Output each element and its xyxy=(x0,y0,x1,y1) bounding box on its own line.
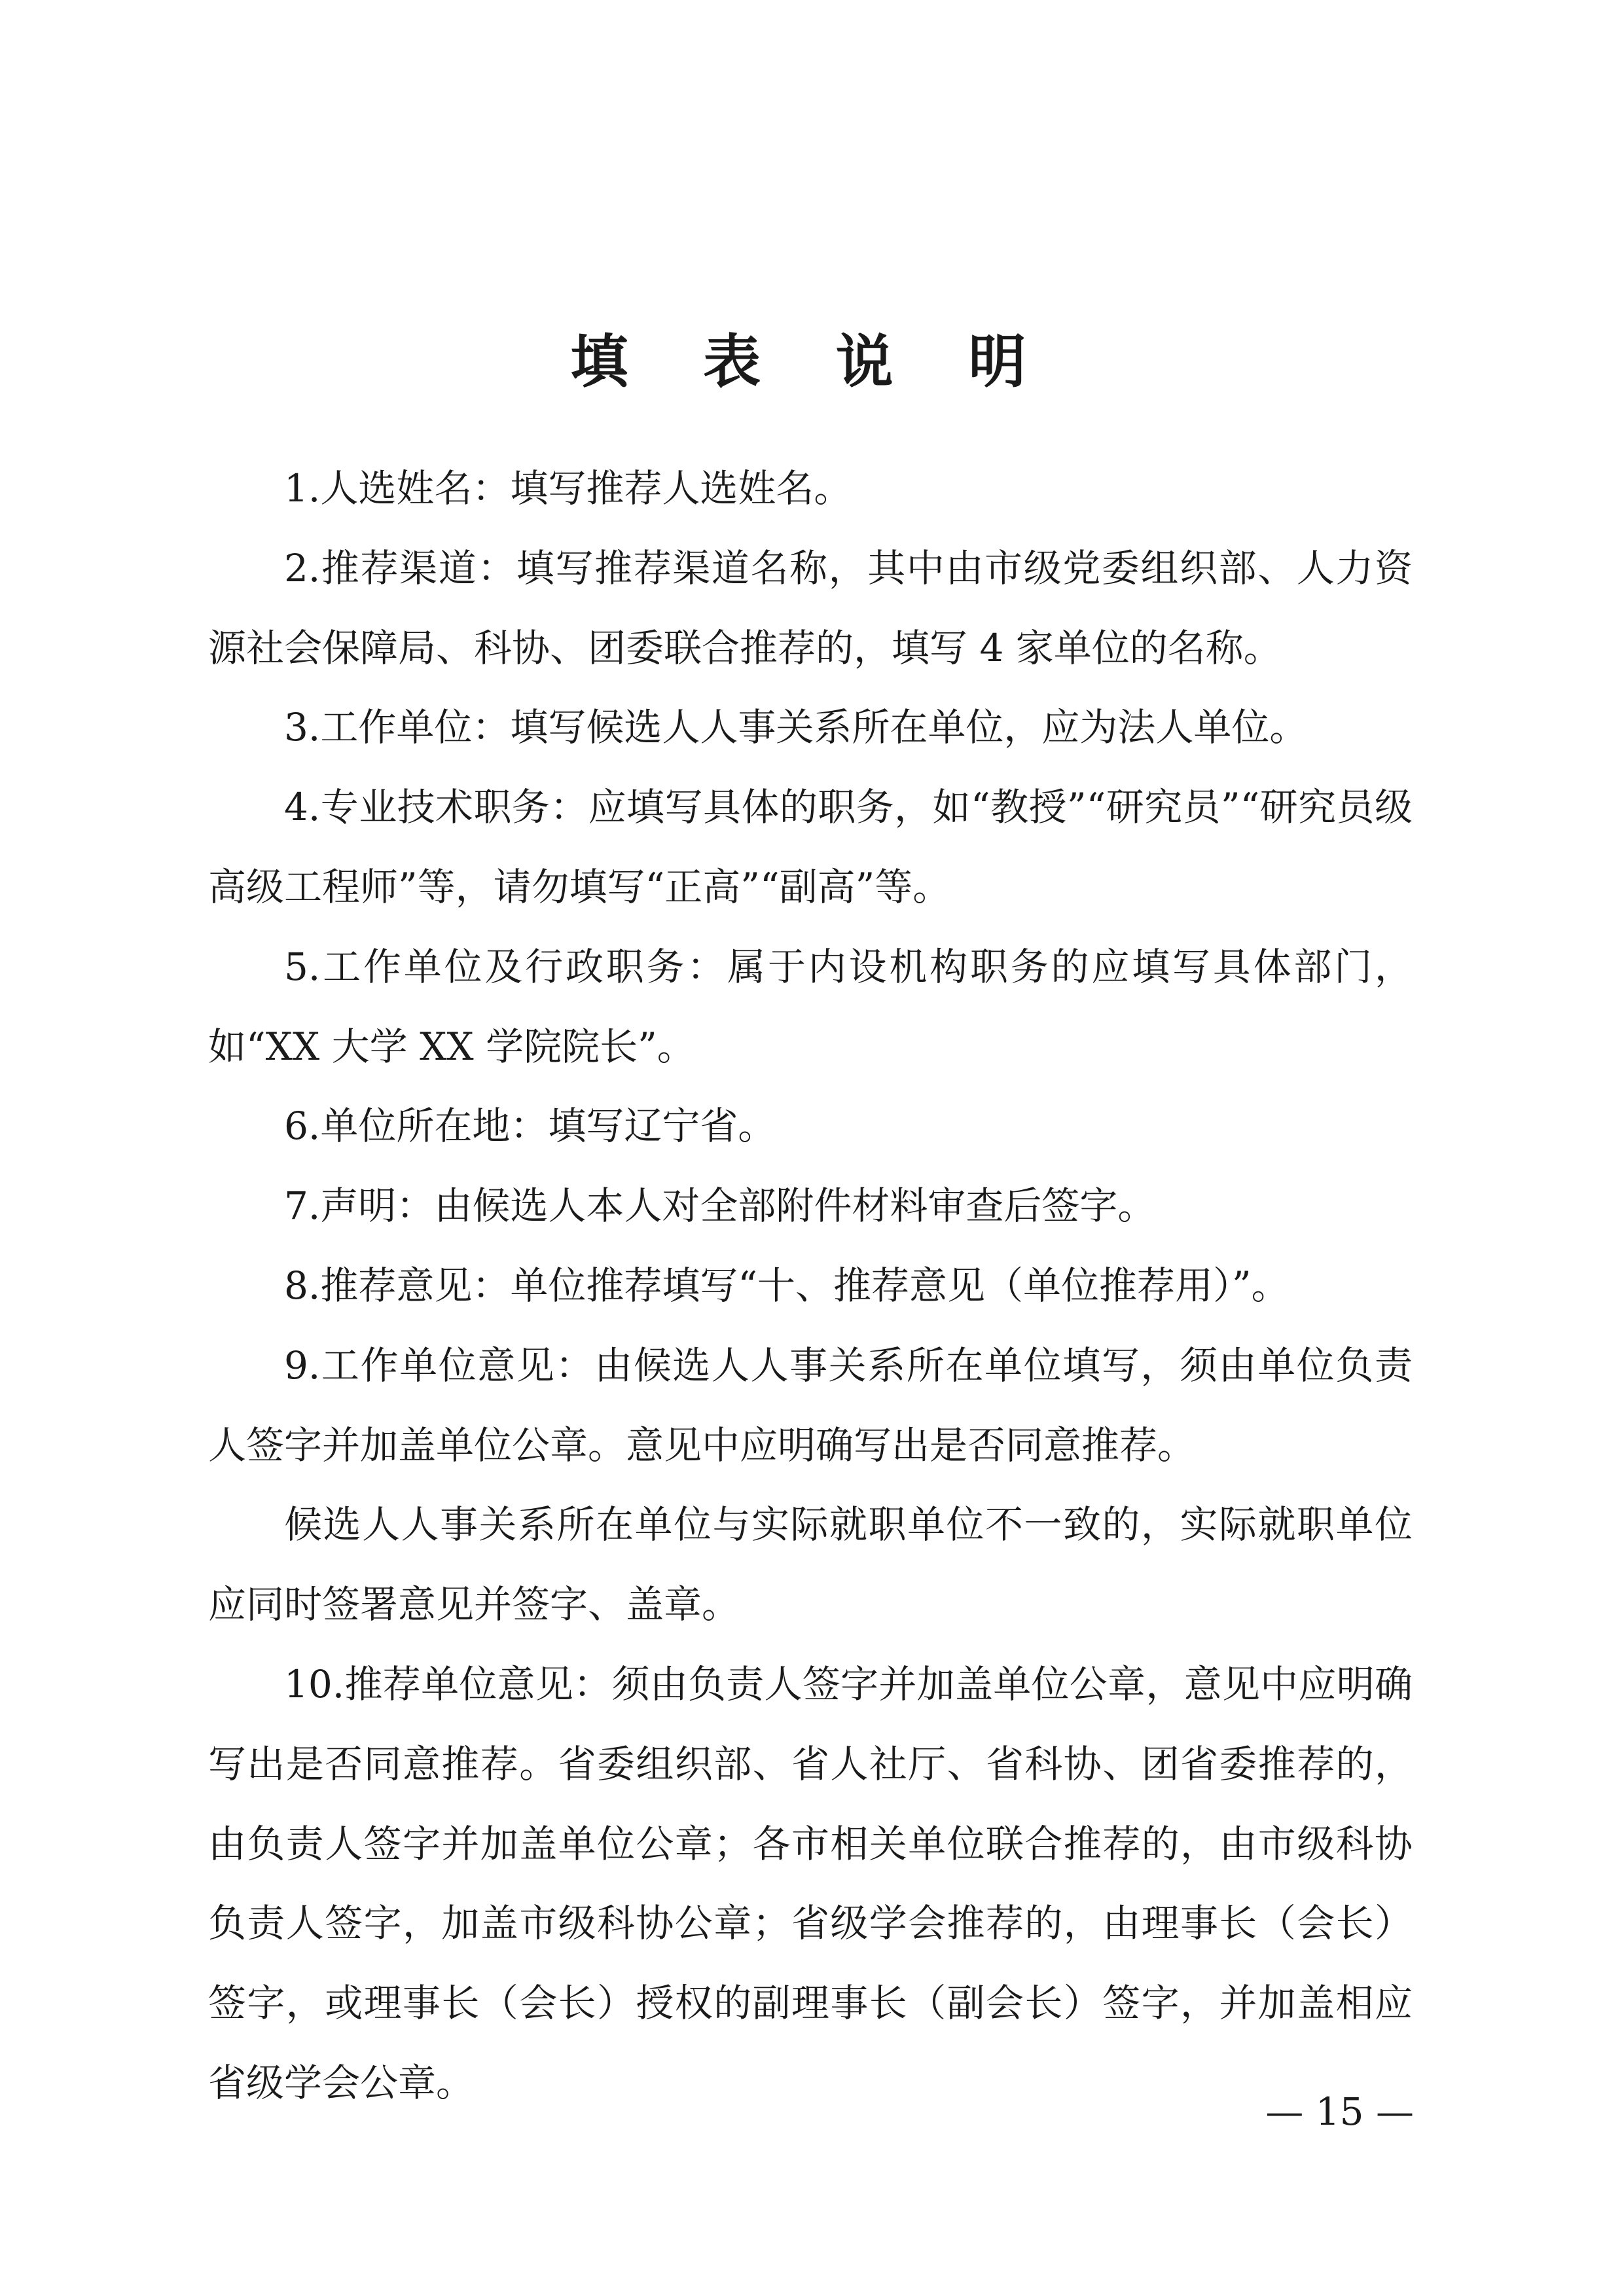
page-title: 填 表 说 明 xyxy=(570,328,1054,395)
instruction-item-9: 9.工作单位意见：由候选人人事关系所在单位填写，须由单位负责人签字并加盖单位公章。意见中应明确写出是否同意推荐。 xyxy=(208,1343,1413,1468)
instruction-item-3: 3.工作单位：填写候选人人事关系所在单位，应为法人单位。 xyxy=(284,705,1308,750)
instruction-item-7: 7.声明：由候选人本人对全部附件材料审查后签字。 xyxy=(284,1183,1156,1229)
instruction-item-9-note: 候选人人事关系所在单位与实际就职单位不一致的，实际就职单位应同时签署意见并签字、盖章。 xyxy=(208,1502,1413,1627)
instruction-item-6: 6.单位所在地：填写辽宁省。 xyxy=(284,1104,776,1149)
instruction-item-1: 1.人选姓名：填写推荐人选姓名。 xyxy=(284,466,852,511)
instruction-item-10: 10.推荐单位意见：须由负责人签字并加盖单位公章，意见中应明确写出是否同意推荐。省委组织部、省人社厅、省科协、团省委推荐的，由负责人签字并加盖单位公章；各市相关单位联合推荐的，由市级科协负责人签字，加盖市级科协公章；省级学会推荐的，由理事长（会长）签字，或理事长（会长）授权的副理事长（副会长）签字，并加盖相应省级学会公章。 xyxy=(208,1661,1413,2105)
instruction-item-4: 4.专业技术职务：应填写具体的职务，如“教授”“研究员”“研究员级高级工程师”等，请勿填写“正高”“副高”等。 xyxy=(208,785,1413,909)
instructions-body xyxy=(208,449,1413,2123)
instruction-item-5: 5.工作单位及行政职务：属于内设机构职务的应填写具体部门，如“XX 大学 XX 学院院长”。 xyxy=(208,944,1413,1069)
instruction-item-2: 2.推荐渠道：填写推荐渠道名称，其中由市级党委组织部、人力资源社会保障局、科协、团委联合推荐的，填写 4 家单位的名称。 xyxy=(208,545,1413,670)
page-number: — 15 — xyxy=(1265,2089,1414,2134)
instruction-item-8: 8.推荐意见：单位推荐填写“十、推荐意见（单位推荐用）”。 xyxy=(284,1263,1290,1308)
